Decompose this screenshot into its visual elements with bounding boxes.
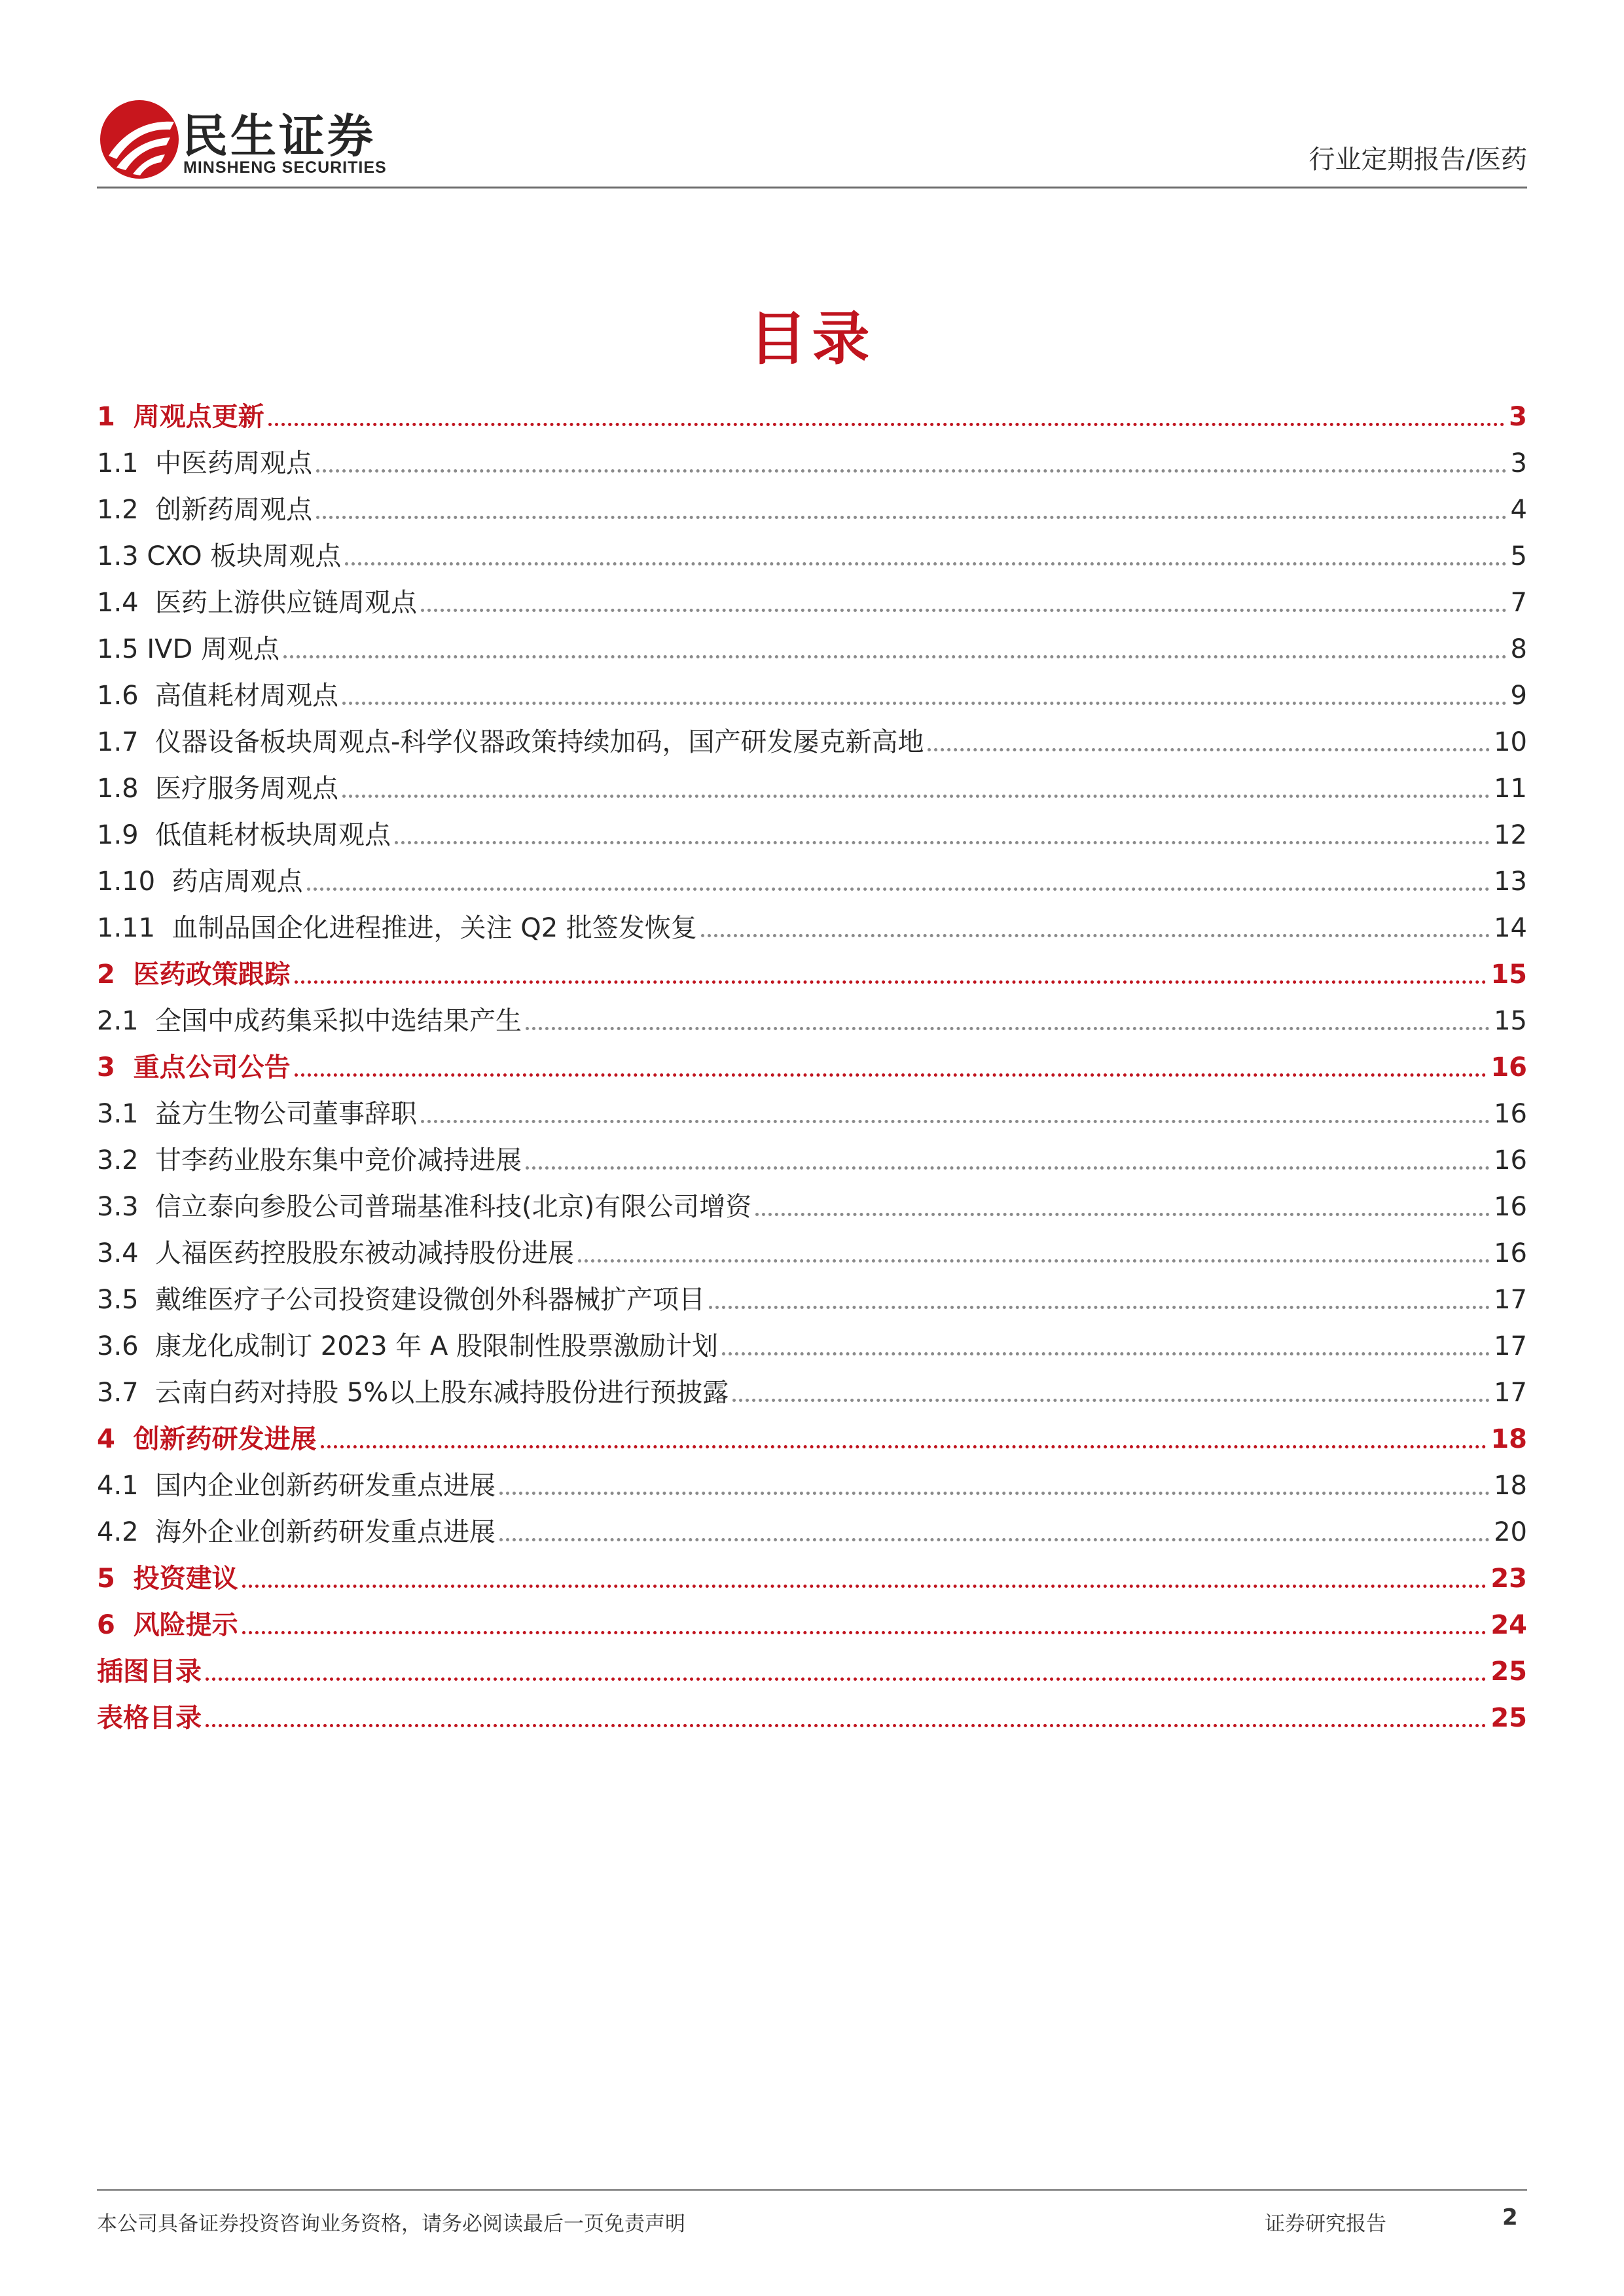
minsheng-logo-icon xyxy=(97,97,182,182)
toc-dot-leader xyxy=(421,1120,1490,1123)
toc-entry-page: 25 xyxy=(1490,1657,1527,1687)
toc-dot-leader xyxy=(316,469,1507,473)
toc-dot-leader xyxy=(342,702,1507,705)
toc-dot-leader xyxy=(242,1631,1487,1634)
toc-entry-page: 7 xyxy=(1510,588,1527,618)
toc-entry-label: 1.9 低值耗材板块周观点 xyxy=(97,820,391,850)
toc-entry-page: 17 xyxy=(1494,1378,1527,1408)
toc-dot-leader xyxy=(928,748,1490,751)
toc-entry-page: 18 xyxy=(1490,1424,1527,1454)
report-type: 行业定期报告/医药 xyxy=(1308,145,1527,175)
toc-entry-page: 16 xyxy=(1494,1192,1527,1222)
footer-page-number: 2 xyxy=(1502,2204,1518,2231)
toc-subsection-entry[interactable] xyxy=(97,1179,1527,1225)
toc-subsection-entry[interactable] xyxy=(97,1458,1527,1504)
toc-entry-label: 3.3 信立泰向参股公司普瑞基准科技(北京)有限公司增资 xyxy=(97,1192,752,1222)
toc-subsection-entry[interactable] xyxy=(97,435,1527,482)
toc-dot-leader xyxy=(755,1213,1490,1216)
toc-subsection-entry[interactable] xyxy=(97,1318,1527,1365)
toc-dot-leader xyxy=(283,655,1507,658)
toc-entry-page: 23 xyxy=(1490,1564,1527,1594)
toc-dot-leader xyxy=(578,1259,1490,1263)
toc-section-entry[interactable] xyxy=(97,389,1527,435)
toc-entry-label: 4.1 国内企业创新药研发重点进展 xyxy=(97,1471,496,1501)
toc-subsection-entry[interactable] xyxy=(97,575,1527,621)
footer-disclaimer: 本公司具备证券投资咨询业务资格，请务必阅读最后一页免责声明 xyxy=(97,2212,685,2236)
toc-subsection-entry[interactable] xyxy=(97,528,1527,575)
toc-subsection-entry[interactable] xyxy=(97,482,1527,528)
toc-entry-page: 3 xyxy=(1509,402,1527,432)
toc-section-entry[interactable] xyxy=(97,1597,1527,1643)
toc-entry-label: 1.1 中医药周观点 xyxy=(97,448,313,478)
toc-entry-label: 1.2 创新药周观点 xyxy=(97,495,313,525)
toc-section-entry[interactable] xyxy=(97,1551,1527,1597)
toc-entry-page: 3 xyxy=(1510,448,1527,478)
toc-subsection-entry[interactable] xyxy=(97,993,1527,1039)
toc-entry-page: 13 xyxy=(1494,867,1527,897)
toc-section-entry[interactable] xyxy=(97,1411,1527,1458)
toc-entry-page: 9 xyxy=(1510,681,1527,711)
toc-entry-label: 1.5 IVD 周观点 xyxy=(97,634,280,664)
toc-entry-page: 16 xyxy=(1494,1145,1527,1175)
toc-entry-label: 1.11 血制品国企化进程推进，关注 Q2 批签发恢复 xyxy=(97,913,697,943)
toc-entry-page: 18 xyxy=(1494,1471,1527,1501)
toc-subsection-entry[interactable] xyxy=(97,1225,1527,1272)
toc-entry-label: 1.8 医疗服务周观点 xyxy=(97,774,339,804)
toc-entry-label: 1.4 医药上游供应链周观点 xyxy=(97,588,418,618)
toc-entry-page: 12 xyxy=(1494,820,1527,850)
toc-entry-page: 17 xyxy=(1494,1331,1527,1361)
toc-subsection-entry[interactable] xyxy=(97,853,1527,900)
company-logo xyxy=(97,90,405,188)
toc-section-entry[interactable] xyxy=(97,1690,1527,1736)
toc-subsection-entry[interactable] xyxy=(97,761,1527,807)
toc-dot-leader xyxy=(732,1399,1490,1402)
toc-subsection-entry[interactable] xyxy=(97,807,1527,853)
toc-dot-leader xyxy=(321,1445,1487,1448)
toc-dot-leader xyxy=(316,516,1507,519)
toc-subsection-entry[interactable] xyxy=(97,714,1527,761)
toc-subsection-entry[interactable] xyxy=(97,900,1527,946)
toc-entry-label: 4 创新药研发进展 xyxy=(97,1424,317,1454)
toc-entry-page: 20 xyxy=(1494,1517,1527,1547)
toc-entry-page: 14 xyxy=(1494,913,1527,943)
toc-dot-leader xyxy=(342,795,1490,798)
toc-dot-leader xyxy=(295,1073,1487,1077)
toc-entry-page: 16 xyxy=(1490,1052,1527,1083)
toc-entry-label: 3.4 人福医药控股股东被动减持股份进展 xyxy=(97,1238,575,1268)
toc-entry-page: 16 xyxy=(1494,1238,1527,1268)
footer-divider xyxy=(97,2189,1527,2191)
toc-subsection-entry[interactable] xyxy=(97,1086,1527,1132)
toc-entry-label: 2.1 全国中成药集采拟中选结果产生 xyxy=(97,1006,522,1036)
toc-entry-page: 15 xyxy=(1494,1006,1527,1036)
toc-entry-label: 6 风险提示 xyxy=(97,1610,238,1640)
toc-entry-page: 25 xyxy=(1490,1703,1527,1733)
toc-entry-label: 3.6 康龙化成制订 2023 年 A 股限制性股票激励计划 xyxy=(97,1331,719,1361)
toc-entry-page: 11 xyxy=(1494,774,1527,804)
toc-dot-leader xyxy=(242,1585,1487,1588)
toc-dot-leader xyxy=(421,609,1507,612)
toc-entry-page: 15 xyxy=(1490,960,1527,990)
toc-subsection-entry[interactable] xyxy=(97,1365,1527,1411)
toc-entry-label: 1.3 CXO 板块周观点 xyxy=(97,541,342,571)
logo-chinese-name: 民生证券 xyxy=(182,109,376,163)
toc-dot-leader xyxy=(499,1492,1490,1495)
toc-dot-leader xyxy=(709,1306,1490,1309)
toc-entry-label: 5 投资建议 xyxy=(97,1564,238,1594)
toc-entry-page: 5 xyxy=(1510,541,1527,571)
toc-subsection-entry[interactable] xyxy=(97,1504,1527,1551)
toc-entry-label: 1.6 高值耗材周观点 xyxy=(97,681,339,711)
toc-dot-leader xyxy=(722,1352,1490,1355)
toc-subsection-entry[interactable] xyxy=(97,1132,1527,1179)
toc-entry-label: 1.10 药店周观点 xyxy=(97,867,303,897)
toc-entry-label: 3.1 益方生物公司董事辞职 xyxy=(97,1099,418,1129)
toc-entry-label: 表格目录 xyxy=(97,1703,202,1733)
toc-dot-leader xyxy=(206,1677,1487,1681)
toc-dot-leader xyxy=(206,1724,1487,1727)
logo-english-name: MINSHENG SECURITIES xyxy=(183,158,387,177)
table-of-contents xyxy=(97,389,1527,1736)
toc-dot-leader xyxy=(701,934,1490,937)
toc-dot-leader xyxy=(307,888,1490,891)
toc-entry-label: 3.7 云南白药对持股 5%以上股东减持股份进行预披露 xyxy=(97,1378,729,1408)
page-title: 目录 xyxy=(749,305,875,372)
toc-entry-label: 1.7 仪器设备板块周观点-科学仪器政策持续加码，国产研发屡克新高地 xyxy=(97,727,924,757)
toc-section-entry[interactable] xyxy=(97,1039,1527,1086)
toc-entry-page: 16 xyxy=(1494,1099,1527,1129)
toc-dot-leader xyxy=(395,841,1490,844)
toc-dot-leader xyxy=(526,1166,1490,1170)
toc-entry-label: 3.2 甘李药业股东集中竞价减持进展 xyxy=(97,1145,522,1175)
toc-dot-leader xyxy=(268,423,1505,426)
toc-subsection-entry[interactable] xyxy=(97,1272,1527,1318)
toc-dot-leader xyxy=(345,562,1506,565)
header-divider xyxy=(97,187,1527,188)
toc-entry-label: 2 医药政策跟踪 xyxy=(97,960,291,990)
toc-entry-label: 插图目录 xyxy=(97,1657,202,1687)
toc-subsection-entry[interactable] xyxy=(97,621,1527,668)
toc-entry-label: 3.5 戴维医疗子公司投资建设微创外科器械扩产项目 xyxy=(97,1285,706,1315)
toc-entry-label: 1 周观点更新 xyxy=(97,402,264,432)
toc-dot-leader xyxy=(499,1538,1490,1541)
toc-entry-page: 4 xyxy=(1510,495,1527,525)
footer-report-label: 证券研究报告 xyxy=(1265,2212,1386,2236)
toc-dot-leader xyxy=(295,980,1487,984)
toc-entry-label: 3 重点公司公告 xyxy=(97,1052,291,1083)
toc-subsection-entry[interactable] xyxy=(97,668,1527,714)
toc-entry-label: 4.2 海外企业创新药研发重点进展 xyxy=(97,1517,496,1547)
toc-entry-page: 24 xyxy=(1490,1610,1527,1640)
toc-entry-page: 17 xyxy=(1494,1285,1527,1315)
toc-section-entry[interactable] xyxy=(97,946,1527,993)
page-header xyxy=(97,84,1527,187)
toc-entry-page: 8 xyxy=(1510,634,1527,664)
toc-section-entry[interactable] xyxy=(97,1643,1527,1690)
toc-dot-leader xyxy=(526,1027,1490,1030)
toc-entry-page: 10 xyxy=(1494,727,1527,757)
